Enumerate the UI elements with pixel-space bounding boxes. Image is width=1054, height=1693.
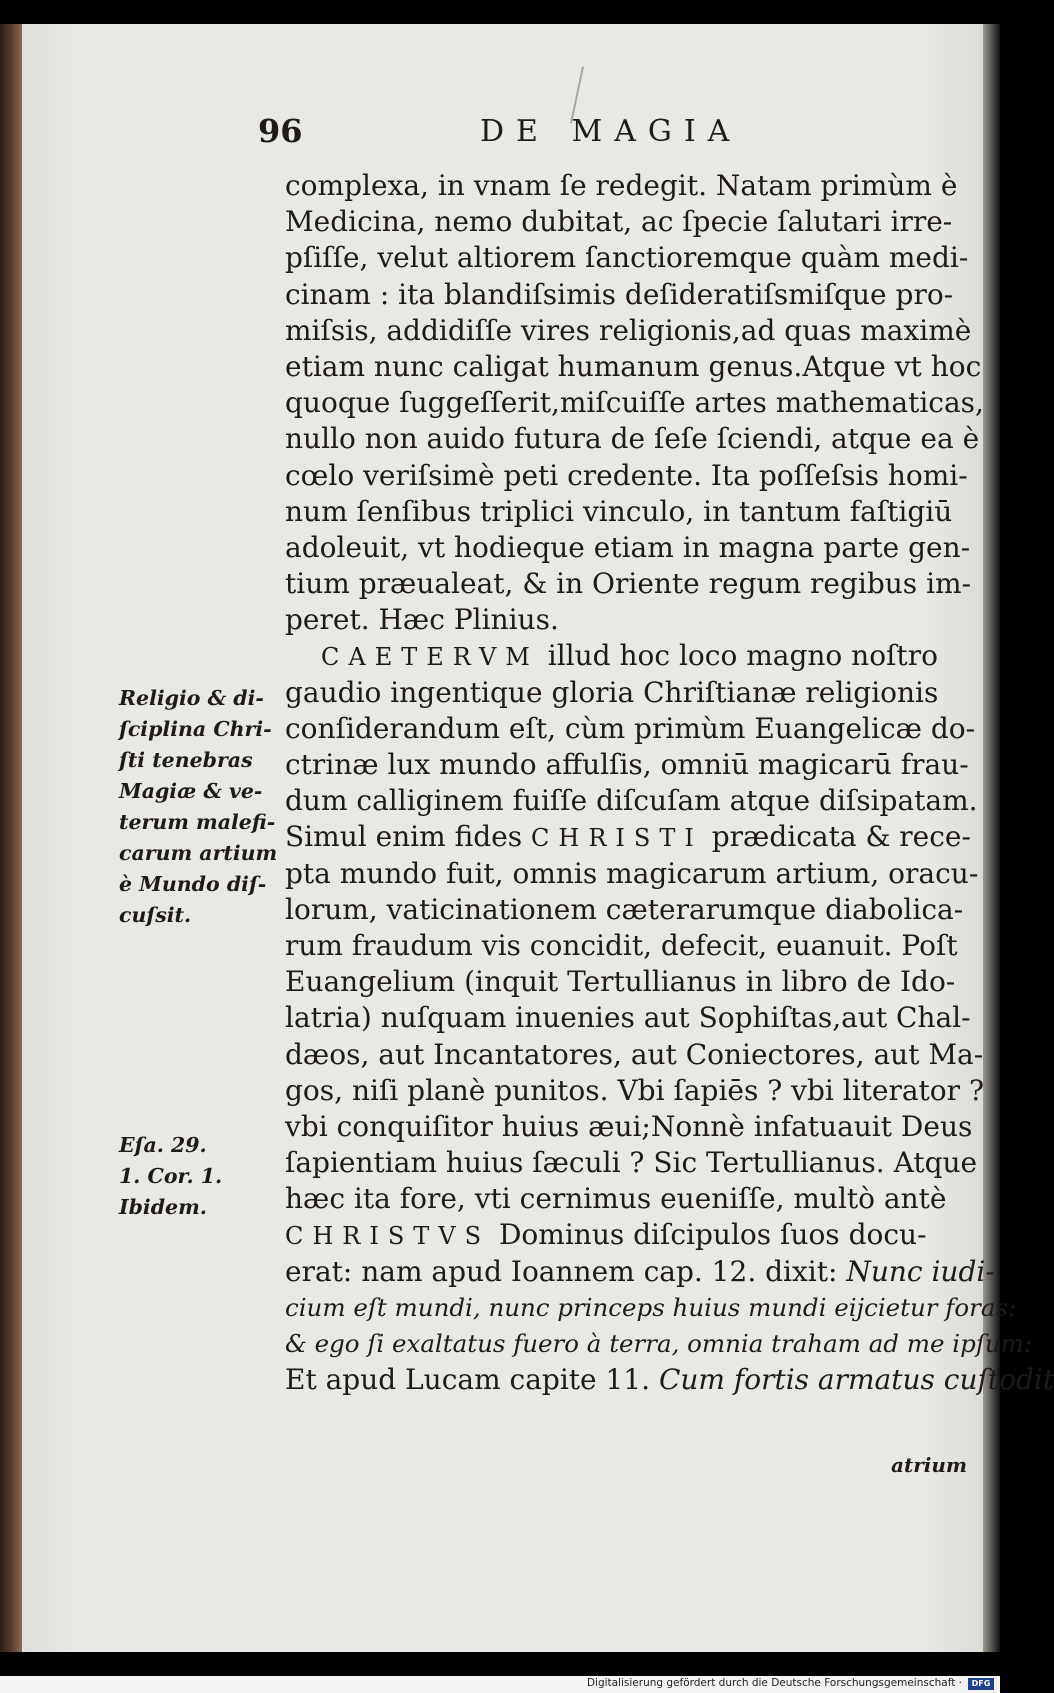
text-line: vbi conquiſitor huius æui;Nonnè infatuauit Deus <box>285 1109 973 1143</box>
margin-note-line: carum artium <box>119 841 278 865</box>
text-line: gaudio ingentique gloria Chriſtianæ religionis <box>285 675 939 709</box>
text-fragment: prædicata & rece- <box>702 820 971 854</box>
margin-reference: 1. Cor. 1. <box>119 1164 223 1188</box>
text-line: nullo non auido futura de ſeſe ſciendi, atque ea è <box>285 422 980 456</box>
text-fragment: Et apud Lucam capite 11. <box>285 1363 659 1397</box>
italic-quote: Nunc iudi- <box>846 1254 995 1288</box>
scan-top-border <box>0 0 1000 24</box>
text-line <box>285 819 1007 855</box>
running-head <box>258 110 778 154</box>
text-line: num ſenſibus triplici vinculo, in tantum faſtigiū <box>285 494 953 528</box>
text-line: ctrinæ lux mundo affulſis, omniū magicarū frau- <box>285 748 969 781</box>
margin-note-religio <box>119 683 279 931</box>
text-line: gos, niſi planè punitos. Vbi ſapiēs ? vbi literator ? <box>285 1073 984 1107</box>
text-line: hæc ita fore, vti cernimus eueniſſe, multò antè <box>285 1182 947 1216</box>
text-fragment: erat: nam apud Ioannem cap. 12. dixit: <box>285 1254 847 1288</box>
dfg-logo: DFG <box>968 1678 994 1690</box>
catchword: atrium <box>891 1453 968 1477</box>
book-binding-edge <box>0 24 22 1652</box>
text-line: etiam nunc caligat humanum genus.Atque vt hoc <box>285 349 982 383</box>
text-line: pta mundo fuit, omnis magicarum artium, oracu- <box>285 856 979 890</box>
text-line: adoleuit, vt hodieque etiam in magna parte gen- <box>285 530 971 564</box>
margin-reference: Ibidem. <box>119 1195 207 1219</box>
margin-note-line: è Mundo diſ- <box>119 872 267 896</box>
margin-note-line: cuſsit. <box>119 903 192 927</box>
margin-reference: Eſa. 29. <box>119 1133 207 1157</box>
text-line: dum calliginem fuiſſe diſcuſam atque diſsipatam. <box>285 784 978 818</box>
text-line <box>285 1254 1007 1290</box>
text-fragment: Simul enim fides <box>285 820 532 854</box>
text-line: pſiſſe, velut altiorem ſanctioremque quàm medi- <box>285 241 969 275</box>
italic-quote-line: & ego ſi exaltatus fuero à terra, omnia traham ad me ipſum: <box>285 1329 1033 1358</box>
small-caps-name: CHRISTVS <box>285 1222 491 1251</box>
text-line: latria) nuſquam inuenies aut Sophiſtas,aut Chal- <box>285 1001 971 1035</box>
margin-note-references <box>119 1130 279 1223</box>
text-line: peret. Hæc Plinius. <box>285 603 559 637</box>
text-line: cinam : ita blandiſsimis deſideratiſsmiſque pro- <box>285 277 954 311</box>
text-line <box>285 1217 1007 1253</box>
margin-note-line: Religio & di- <box>119 686 264 710</box>
text-line: tium præualeat, & in Oriente regum regibus im- <box>285 567 972 601</box>
margin-note-line: terum malefi- <box>119 810 276 834</box>
text-line: lorum, vaticinationem cæterarumque diabolica- <box>285 892 964 926</box>
text-line: rum fraudum vis concidit, defecit, euanuit. Poſt <box>285 928 958 962</box>
page-number: 96 <box>258 112 303 150</box>
text-line: conſiderandum eſt, cùm primùm Euangelicæ do- <box>285 711 976 745</box>
small-caps-name: CHRISTI <box>531 824 703 853</box>
text-line: dæos, aut Incantatores, aut Coniectores, aut Ma- <box>285 1037 984 1071</box>
margin-note-line: ſti tenebras <box>119 748 253 772</box>
scan-bottom-border <box>0 1652 1000 1676</box>
footer-credit-bar <box>0 1676 1000 1693</box>
running-title: DE MAGIA <box>480 114 742 149</box>
margin-note-line: Magiæ & ve- <box>119 779 263 803</box>
text-fragment: Dominus diſcipulos ſuos docu- <box>490 1218 927 1252</box>
margin-note-line: ſciplina Chri- <box>119 717 272 741</box>
small-caps-word: CAETERVM <box>321 643 539 672</box>
text-line: cœlo veriſsimè peti credente. Ita poſſeſsis homi- <box>285 458 968 492</box>
text-line: miſsis, addidiſſe vires religionis,ad quas maximè <box>285 313 972 347</box>
text-line: complexa, in vnam ſe redegit. Natam primùm è <box>285 169 958 202</box>
text-line: quoque ſuggeſſerit,miſcuiſſe artes mathematicas, <box>285 386 984 420</box>
main-text-block <box>285 168 1054 1398</box>
italic-quote-line: cium eſt mundi, nunc princeps huius mundi eijcietur foras: <box>285 1292 1017 1322</box>
paragraph-start-line <box>285 638 1007 674</box>
text-line: Euangelium (inquit Tertullianus in libro de Ido- <box>285 965 956 999</box>
footer-credit-text: Digitalisierung gefördert durch die Deutsche Forschungsgemeinschaft · <box>586 1677 962 1689</box>
text-line: Medicina, nemo dubitat, ac ſpecie ſalutari irre- <box>285 205 953 239</box>
text-line <box>285 1362 1054 1398</box>
text-line: ſapientiam huius ſæculi ? Sic Tertullianus. Atque <box>285 1146 978 1180</box>
text-fragment: illud hoc loco magno noſtro <box>538 639 938 673</box>
italic-quote: Cum fortis armatus cuſtodit <box>658 1363 1054 1397</box>
